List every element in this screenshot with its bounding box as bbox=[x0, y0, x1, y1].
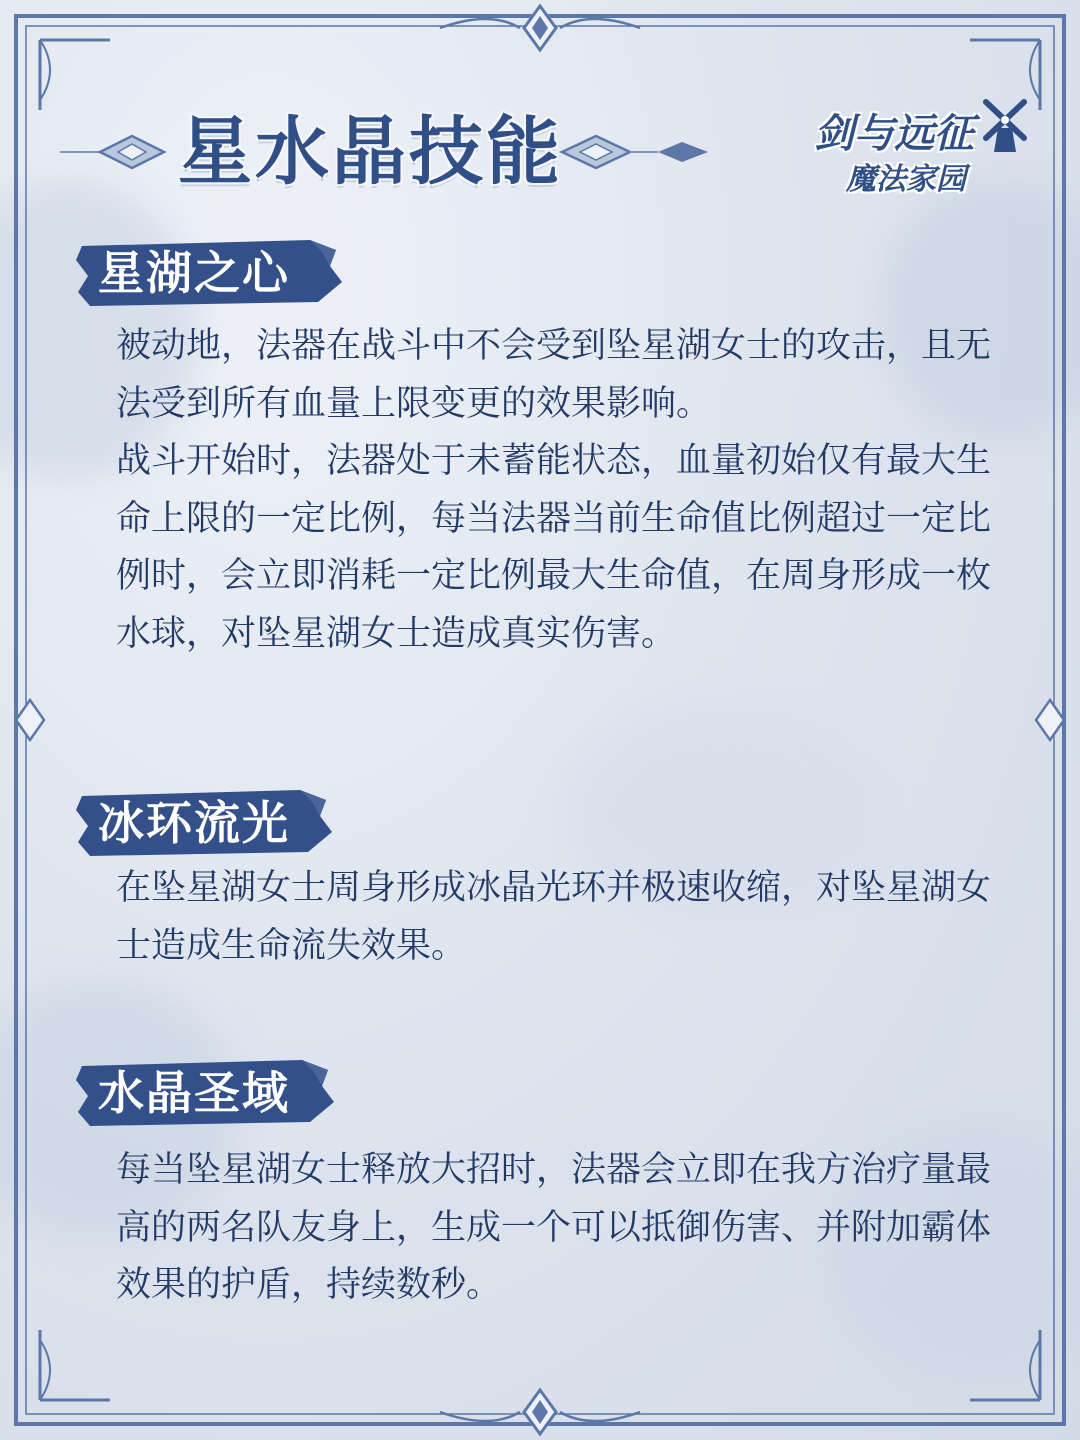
section-header bbox=[74, 1056, 336, 1136]
title-left-ornament bbox=[60, 128, 170, 176]
logo-subtitle: 魔法家园 bbox=[846, 162, 966, 197]
paragraph: 每当坠星湖女士释放大招时，法器会立即在我方治疗量最高的两名队友身上，生成一个可以抵御伤害、并附加霸体效果的护盾，持续数秒。 bbox=[116, 1150, 992, 1305]
page-title: 星水晶技能 bbox=[178, 109, 563, 195]
paragraph: 战斗开始时，法器处于未蓄能状态，血量初始仅有最大生命上限的一定比例，每当法器当前生命值比例超过一定比例时，会立即消耗一定比例最大生命值，在周身形成一枚水球，对坠星湖女士造成真实伤害。 bbox=[116, 441, 992, 654]
game-logo bbox=[800, 96, 1040, 206]
section-title: 冰环流光 bbox=[98, 796, 290, 850]
section-description bbox=[116, 318, 1016, 663]
title-right-ornament bbox=[558, 128, 718, 176]
paragraph: 被动地，法器在战斗中不会受到坠星湖女士的攻击，且无法受到所有血量上限变更的效果影响。 bbox=[116, 326, 992, 424]
section-description bbox=[116, 1142, 1006, 1315]
section-header bbox=[74, 236, 344, 316]
logo-title: 剑与远征 bbox=[814, 111, 974, 157]
paragraph: 在坠星湖女士周身形成冰晶光环并极速收缩，对坠星湖女士造成生命流失效果。 bbox=[116, 868, 992, 966]
section-title: 星湖之心 bbox=[98, 246, 290, 300]
windmill-icon bbox=[982, 98, 1028, 154]
section-header bbox=[74, 786, 334, 866]
section-description bbox=[116, 860, 1016, 975]
section-title: 水晶圣域 bbox=[98, 1066, 290, 1120]
